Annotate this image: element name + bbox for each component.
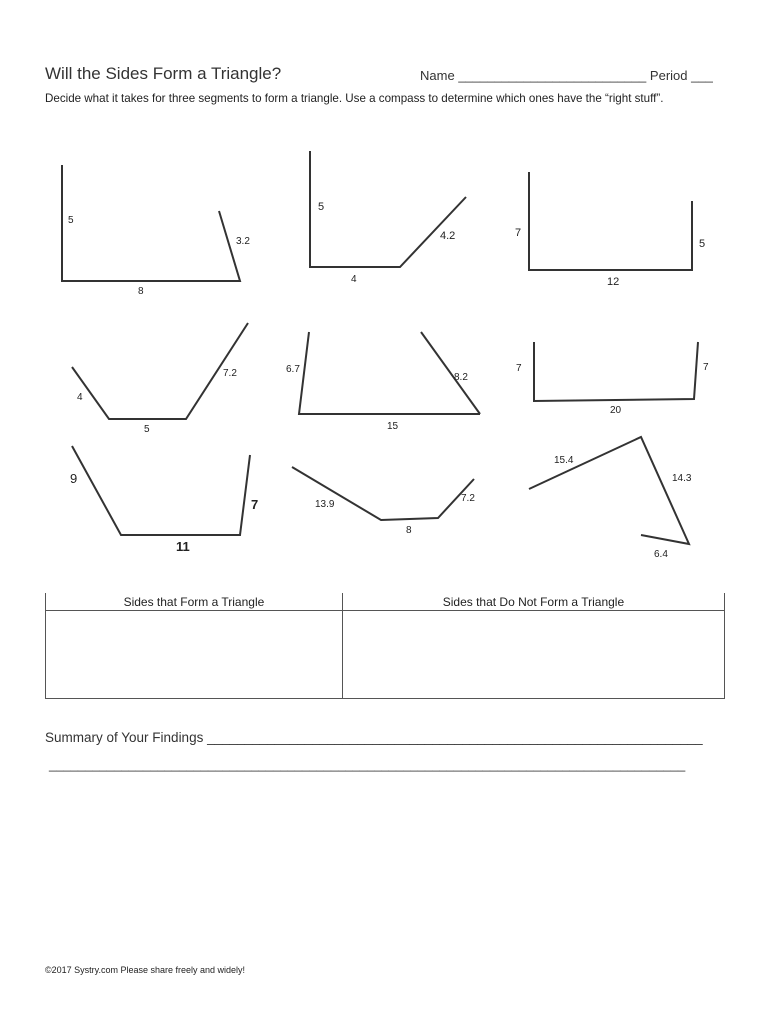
figure-5-label-3: 8.2 (454, 372, 468, 383)
figure-3-label-1: 7 (515, 227, 522, 239)
figure-2-segments (310, 151, 466, 267)
figure-1-segments (62, 165, 240, 281)
figure-4-segments (72, 323, 248, 419)
figure-8-label-2: 8 (406, 525, 412, 536)
figure-8-label-3: 7.2 (461, 493, 475, 504)
figure-8-segments (292, 467, 474, 520)
figure-5-label-2: 15 (387, 421, 399, 432)
footer-copyright: ©2017 Systry.com Please share freely and widely! (45, 965, 246, 975)
period-blank[interactable]: ___ (691, 68, 713, 83)
figure-1-label-3: 3.2 (236, 236, 250, 247)
name-label: Name (420, 68, 455, 83)
col-form-triangle-header: Sides that Form a Triangle (46, 593, 343, 611)
figure-2-label-3: 4.2 (440, 230, 456, 242)
summary-blank-2[interactable]: ________________________________________________________________________________________ (49, 757, 686, 772)
figure-8-label-1: 13.9 (315, 499, 335, 510)
figure-2-label-2: 4 (351, 274, 357, 285)
figure-1-label-2: 8 (138, 286, 144, 297)
period-label: Period (649, 68, 688, 83)
figure-3-label-2: 12 (607, 276, 620, 288)
figure-7-label-3: 7 (251, 497, 259, 512)
table-row (46, 611, 725, 699)
figure-3-segments (529, 172, 692, 270)
answers-table (45, 593, 725, 699)
figure-7-segments (72, 446, 250, 535)
figure-6-label-3: 7 (703, 362, 709, 373)
figure-5-label-1: 6.7 (286, 364, 300, 375)
figure-4-label-3: 7.2 (223, 368, 237, 379)
figure-3-label-3: 5 (699, 238, 706, 250)
figure-4-label-1: 4 (77, 392, 83, 403)
figure-5-segments-b (421, 332, 480, 414)
figure-9-label-2: 14.3 (672, 473, 692, 484)
figure-9-label-3: 6.4 (654, 549, 668, 560)
figure-4-label-2: 5 (144, 424, 150, 435)
figure-7-label-1: 9 (70, 471, 78, 486)
figure-6-label-1: 7 (516, 363, 522, 374)
figure-9-label-1: 15.4 (554, 455, 574, 466)
summary-blank-1[interactable]: __________________________________________________________________ (207, 730, 703, 745)
figure-6-label-2: 20 (610, 405, 622, 416)
figure-7-label-2: 11 (176, 539, 190, 554)
summary-label: Summary of Your Findings (45, 730, 204, 745)
page-title: Will the Sides Form a Triangle? (45, 64, 282, 83)
name-blank[interactable]: __________________________ (458, 68, 647, 83)
figure-9-segments (529, 437, 689, 544)
table-header-row (46, 593, 725, 611)
figure-6-segments (534, 342, 698, 401)
summary-line (45, 730, 703, 745)
instructions: Decide what it takes for three segments to form a triangle. Use a compass to determine which ones have the “right stuff”. (45, 92, 664, 105)
figure-2-label-1: 5 (318, 201, 325, 213)
figure-5-segments-a (299, 332, 480, 414)
not-form-triangle-answer-cell[interactable] (342, 611, 724, 699)
form-triangle-answer-cell[interactable] (46, 611, 343, 699)
col-not-form-triangle-header: Sides that Do Not Form a Triangle (342, 593, 724, 611)
figure-1-label-1: 5 (68, 215, 74, 226)
